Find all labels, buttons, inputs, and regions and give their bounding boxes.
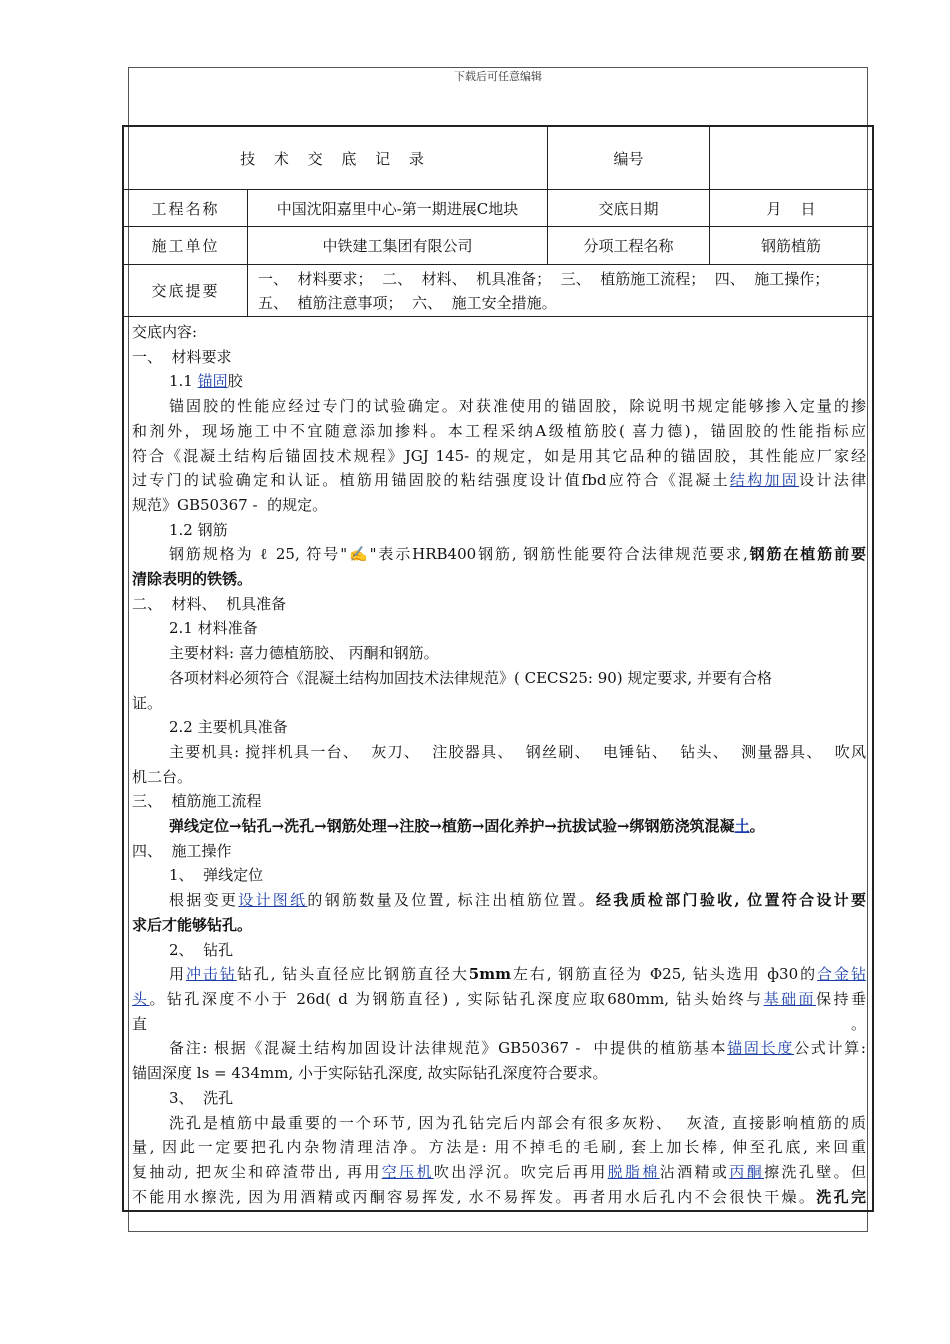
section-1-2: 1.2 钢筋 xyxy=(169,520,228,539)
para-2-line-1: 钢筋规格为 ℓ 25, 符号"✍"表示HRB400钢筋, 钢筋性能要符合法律规范要求,钢筋在植筋前要 xyxy=(169,545,866,564)
section-3-title: 三、 植筋施工流程 xyxy=(132,792,262,811)
impact-drill-link[interactable]: 冲击钻 xyxy=(185,965,237,984)
acetone-link[interactable]: 丙酮 xyxy=(729,1162,765,1181)
para-7-line-2: 头。钻孔深度不小于 26d( d 为钢筋直径) , 实际钻孔深度应取680mm, 钻头始终与基础面保持垂 xyxy=(132,989,866,1008)
para-1-line-2: 和剂外，现场施工中不宜随意添加掺料。本工程采纳A级植筋胶( 喜力德)，锚固胶的性能指标应 xyxy=(132,421,866,440)
date-value: 月 日 xyxy=(709,190,872,226)
para-5-line-1: 主要机具: 搅拌机具一台、 灰刀、 注胶器具、 钢丝刷、 电锤钻、 钻头、 测量器具、 吹风 xyxy=(169,742,866,761)
project-value: 中国沈阳嘉里中心-第一期进展C地块 xyxy=(247,190,547,226)
para-7-line-3: 直。 xyxy=(132,1014,866,1033)
record-table xyxy=(122,125,874,1212)
para-6-line-1: 根据变更设计图纸的钢筋数量及位置, 标注出植筋位置。经我质检部门验收, 位置符合设计要 xyxy=(169,891,866,910)
alloy-bit-link[interactable]: 合金钻 xyxy=(817,965,866,984)
para-2-line-2: 清除表明的铁锈。 xyxy=(132,570,253,589)
para-3: 主要材料: 喜力德植筋胶、 丙酮和钢筋。 xyxy=(169,644,439,663)
unit-label: 施工单位 xyxy=(151,237,220,255)
para-9-line-1: 洗孔是植筋中最重要的一个环节, 因为孔钻完后内部会有很多灰粉、 灰渣, 直接影响植筋的质 xyxy=(169,1113,866,1132)
para-7-line-1: 用冲击钻钻孔, 钻头直径应比钢筋直径大5mm左右, 钢筋直径为 Φ25, 钻头选用 ф30的合金钻 xyxy=(169,965,866,984)
para-9-line-2: 量, 因此一定要把孔内杂物清理洁净。方法是: 用不掉毛的毛刷, 套上加长棒, 伸至孔底, 来回重 xyxy=(132,1138,866,1157)
subitem-value: 钢筋植筋 xyxy=(709,227,872,264)
section-1-title: 一、 材料要求 xyxy=(132,347,232,366)
section-4-title: 四、 施工操作 xyxy=(132,841,232,860)
anchor-link[interactable]: 锚固 xyxy=(197,372,228,391)
para-9-line-4: 不能用水擦洗, 因为用酒精或丙酮容易挥发, 水不易挥发。再者用水后孔内不会很快干燥。洗孔完 xyxy=(132,1187,866,1206)
cotton-link[interactable]: 脱脂棉 xyxy=(607,1162,660,1181)
alloy-bit-link-end[interactable]: 头 xyxy=(132,989,150,1008)
table-title: 技 术 交 底 记 录 xyxy=(240,149,431,168)
para-1-line-4: 过专门的试验确定和认证。植筋用锚固胶的粘结强度设计值fbd应符合《混凝土结构加固设计法律 xyxy=(132,471,866,490)
structure-reinforce-link[interactable]: 结构加固 xyxy=(729,471,800,490)
design-drawing-link[interactable]: 设计图纸 xyxy=(238,891,308,910)
summary-label: 交底提要 xyxy=(151,282,220,300)
para-1-line-5: 规范》GB50367 - 的规定。 xyxy=(132,495,328,514)
para-4-line-2: 证。 xyxy=(132,693,163,712)
summary-line-2: 五、 植筋注意事项； 六、 施工安全措施。 xyxy=(258,294,557,312)
code-label: 编号 xyxy=(547,127,709,189)
para-8-line-1: 备注: 根据《混凝土结构加固设计法律规范》GB50367 - 中提供的植筋基本锚固长度公式计算: xyxy=(169,1039,866,1058)
section-4-3: 3、 洗孔 xyxy=(169,1088,234,1107)
summary-value xyxy=(247,265,872,316)
date-label: 交底日期 xyxy=(547,190,709,226)
anchor-length-link[interactable]: 锚固长度 xyxy=(727,1039,795,1058)
para-8-line-2: 锚固深度 ls = 434mm, 小于实际钻孔深度, 故实际钻孔深度符合要求。 xyxy=(132,1064,608,1083)
subitem-label: 分项工程名称 xyxy=(547,227,709,264)
section-2-title: 二、 材料、 机具准备 xyxy=(132,594,287,613)
summary-line-1: 一、 材料要求； 二、 材料、 机具准备； 三、 植筋施工流程； 四、 施工操作； xyxy=(258,270,830,288)
project-label: 工程名称 xyxy=(151,199,220,218)
header-note: 下载后可任意编辑 xyxy=(454,70,542,83)
unit-value: 中铁建工集团有限公司 xyxy=(247,227,547,264)
concrete-link[interactable]: 土 xyxy=(734,817,750,836)
code-value xyxy=(709,127,872,189)
air-compressor-link[interactable]: 空压机 xyxy=(381,1162,434,1181)
para-1-line-1: 锚固胶的性能应经过专门的试验确定。对获准使用的锚固胶，除说明书规定能够掺入定量的掺 xyxy=(169,397,866,416)
title-row xyxy=(124,127,872,190)
content-label: 交底内容: xyxy=(132,323,198,341)
project-row xyxy=(124,190,872,227)
section-2-2: 2.2 主要机具准备 xyxy=(169,718,288,737)
para-1-line-3: 符合《混凝土结构后锚固技术规程》JGJ 145- 的规定，如是用其它品种的锚固胶，其性能应厂家经 xyxy=(132,446,866,465)
para-6-line-2: 求后才能够钻孔。 xyxy=(132,915,253,934)
para-4-line-1: 各项材料必须符合《混凝土结构加固技术法律规范》( CECS25: 90) 规定要求, 并要有合格 xyxy=(169,668,772,687)
para-5-line-2: 机二台。 xyxy=(132,767,193,786)
base-surface-link[interactable]: 基础面 xyxy=(763,989,817,1008)
content-body xyxy=(132,320,866,1209)
section-1-1: 1.1 锚固胶 xyxy=(169,372,243,391)
para-9-line-3: 复抽动, 把灰尘和碎渣带出, 再用空压机吹出浮沉。吹完后再用脱脂棉沾酒精或丙酮擦洗孔壁。但 xyxy=(132,1162,866,1181)
summary-row xyxy=(124,265,872,317)
unit-row xyxy=(124,227,872,265)
section-2-1: 2.1 材料准备 xyxy=(169,619,258,638)
section-4-2: 2、 钻孔 xyxy=(169,940,234,959)
flow-line: 弹线定位→钻孔→洗孔→钢筋处理→注胶→植筋→固化养护→抗拔试验→绑钢筋浇筑混凝土。 xyxy=(169,817,765,836)
section-4-1: 1、 弹线定位 xyxy=(169,866,264,885)
